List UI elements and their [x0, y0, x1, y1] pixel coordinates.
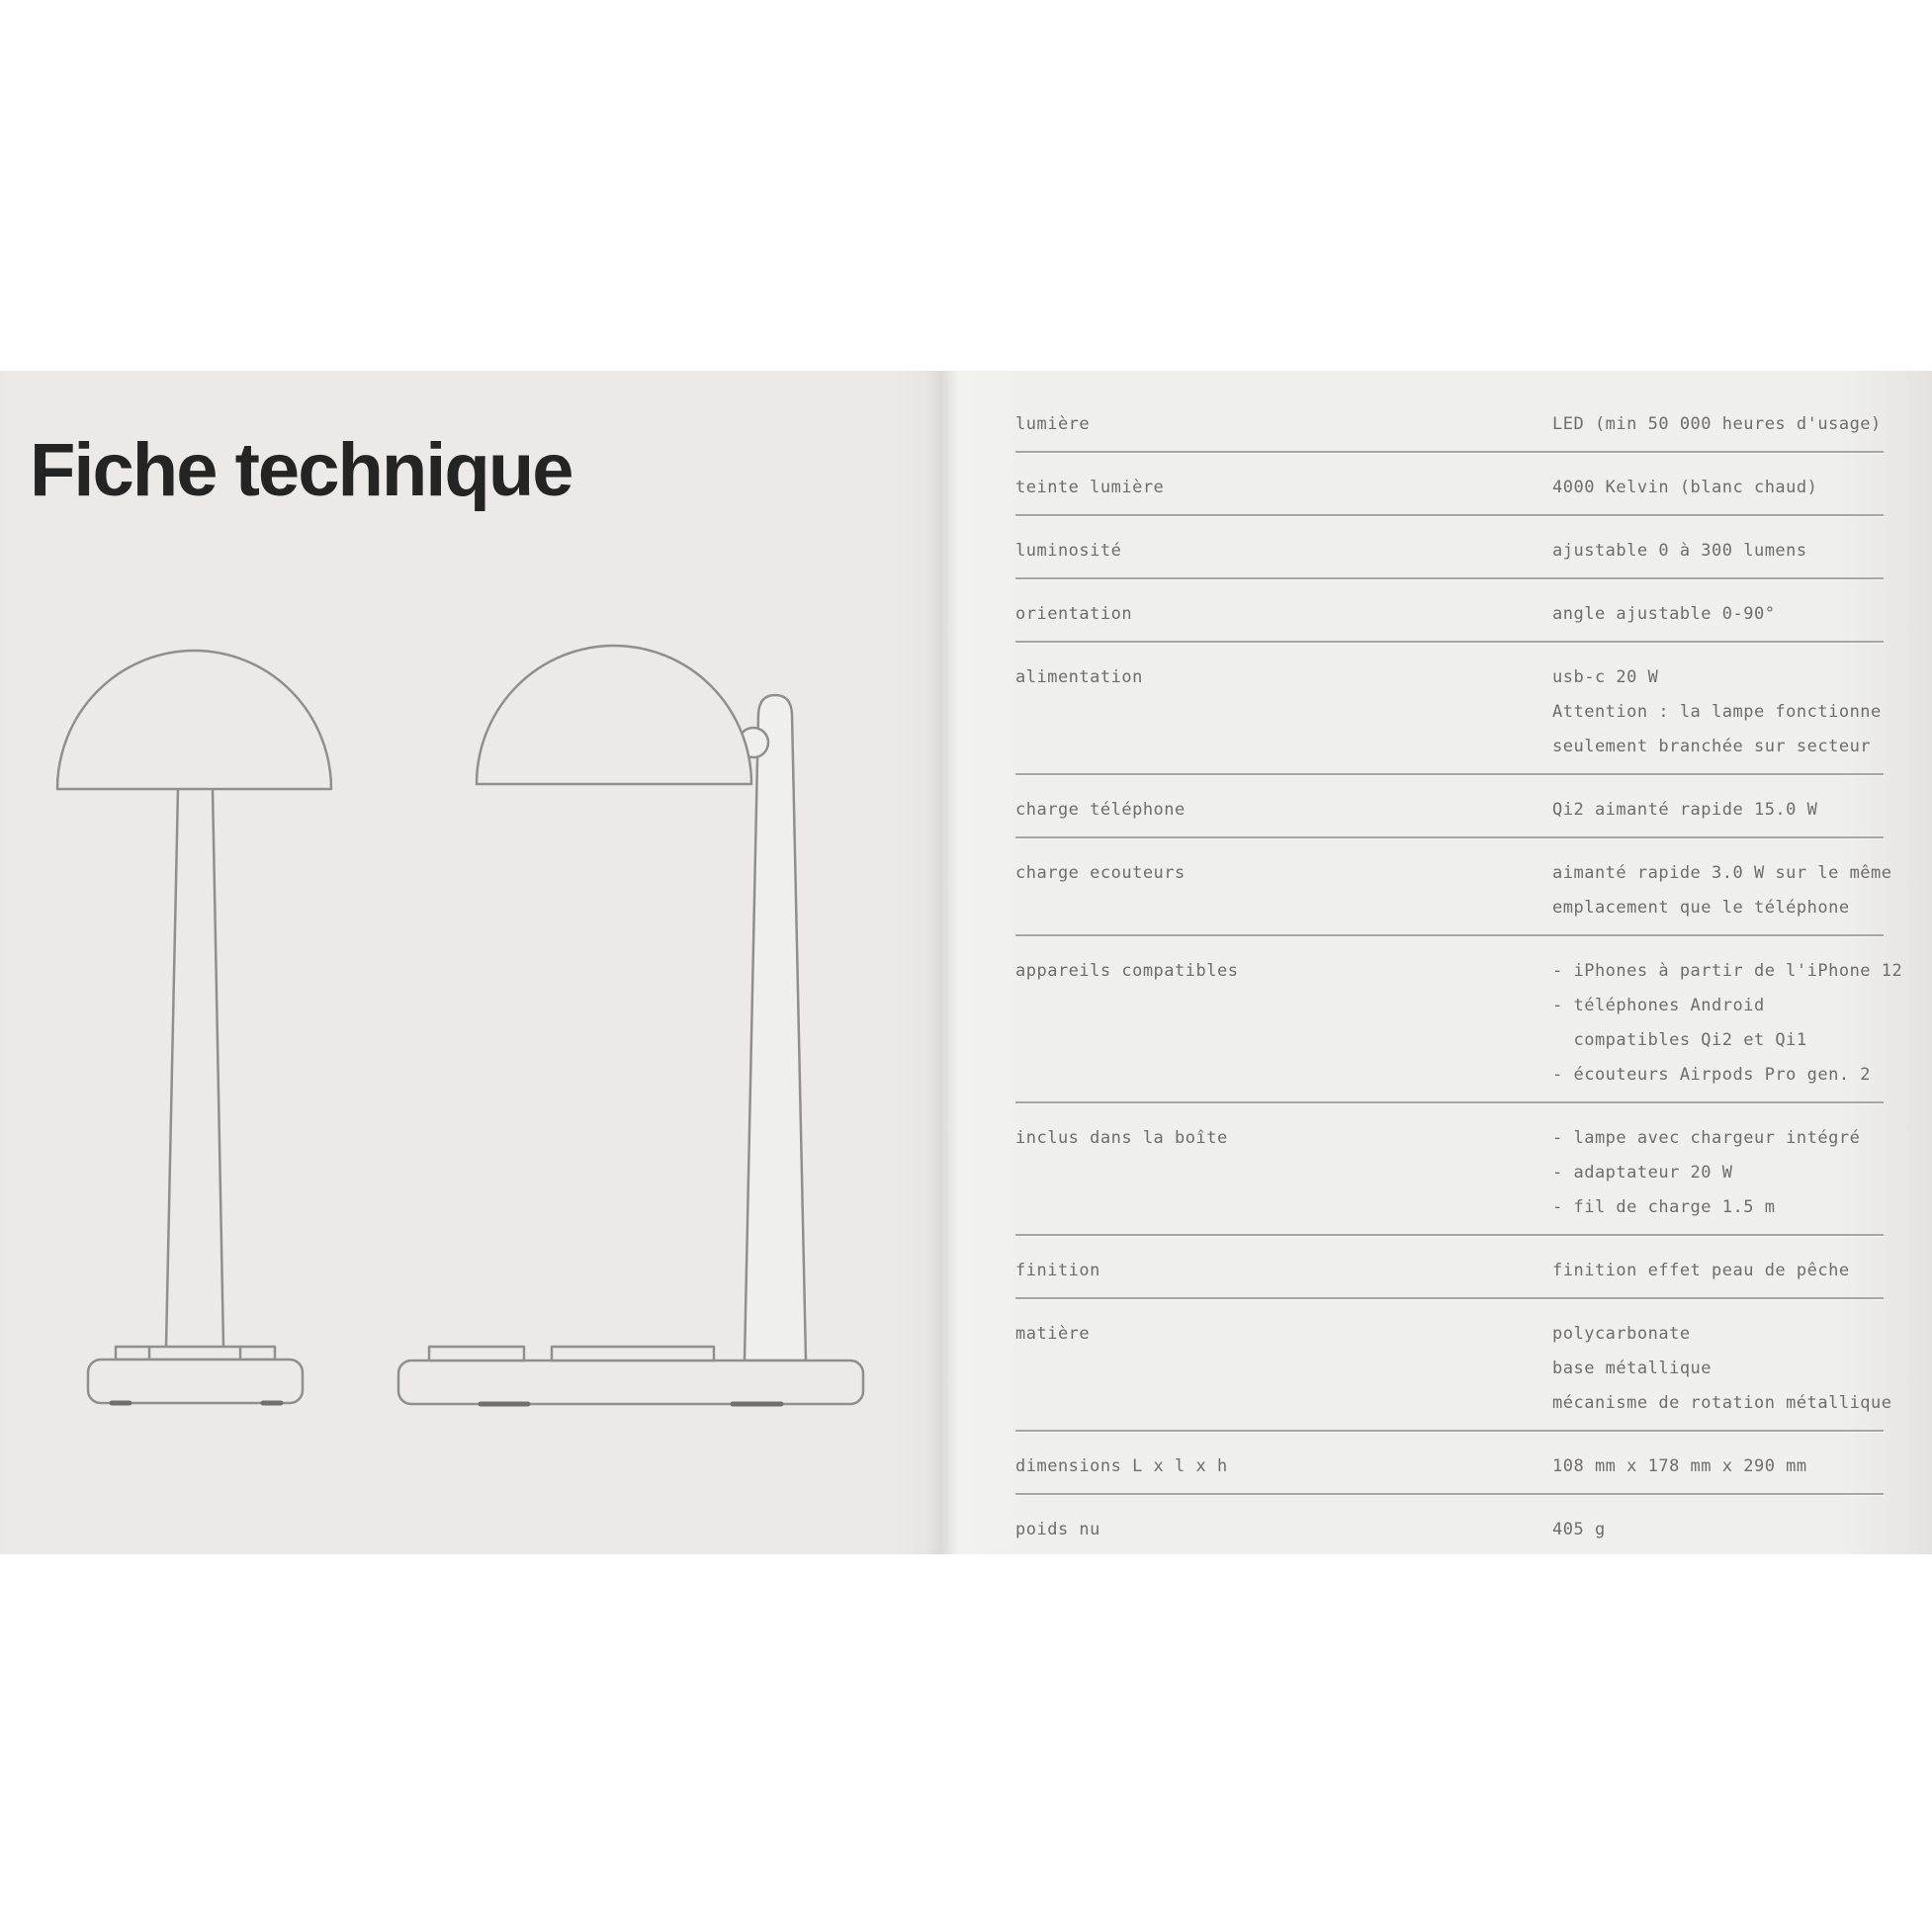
- spec-value-line: usb-c 20 W: [1552, 667, 1659, 687]
- spec-label: alimentation: [1015, 667, 1143, 687]
- spec-value-line: seulement branchée sur secteur: [1552, 737, 1872, 756]
- spec-values: [1552, 856, 1892, 925]
- spec-row: [1015, 1495, 1884, 1556]
- spec-value-line: aimanté rapide 3.0 W sur le même: [1552, 863, 1892, 883]
- spec-value-line: compatibles Qi2 et Qi1: [1552, 1030, 1807, 1050]
- spec-table: [1015, 390, 1903, 1556]
- spec-values: [1552, 1513, 1884, 1547]
- spec-value-line: mécanisme de rotation métallique: [1552, 1393, 1892, 1413]
- spec-label: lumière: [1015, 414, 1091, 434]
- spec-value-line: - lampe avec chargeur intégré: [1552, 1128, 1861, 1148]
- lamp-front-view: [57, 651, 331, 1403]
- spec-values: [1552, 1254, 1884, 1288]
- spec-label: inclus dans la boîte: [1015, 1128, 1228, 1148]
- lamp-side-view: [398, 646, 863, 1404]
- side-dome: [477, 646, 751, 784]
- spec-values: [1552, 534, 1884, 569]
- spec-value-line: - téléphones Android: [1552, 996, 1765, 1015]
- spec-values: [1552, 1449, 1884, 1484]
- spec-row: [1015, 1103, 1884, 1236]
- spec-value-line: base métallique: [1552, 1359, 1712, 1378]
- spec-row: [1015, 1299, 1892, 1432]
- side-arm: [745, 695, 806, 1361]
- spec-label: luminosité: [1015, 541, 1122, 561]
- spec-value-line: 4000 Kelvin (blanc chaud): [1552, 478, 1818, 497]
- spec-value-line: 108 mm x 178 mm x 290 mm: [1552, 1456, 1807, 1476]
- side-charging-pad-large: [552, 1347, 714, 1361]
- spec-values: [1552, 1317, 1892, 1421]
- spec-label: appareils compatibles: [1015, 961, 1239, 981]
- spec-label: charge ecouteurs: [1015, 863, 1186, 883]
- spec-value-line: - fil de charge 1.5 m: [1552, 1197, 1776, 1217]
- spec-value-line: Attention : la lampe fonctionne: [1552, 702, 1882, 722]
- spec-label: dimensions L x l x h: [1015, 1456, 1228, 1476]
- spec-values: [1552, 954, 1902, 1093]
- front-stem: [166, 789, 223, 1347]
- spec-values: [1552, 793, 1884, 828]
- front-collar: [116, 1347, 275, 1360]
- spec-value-line: - adaptateur 20 W: [1552, 1163, 1733, 1183]
- spec-label: matière: [1015, 1324, 1091, 1344]
- spec-row: [1015, 579, 1884, 643]
- side-charging-pad-small: [429, 1347, 524, 1361]
- spec-value-line: finition effet peau de pêche: [1552, 1261, 1850, 1280]
- spec-values: [1552, 471, 1884, 505]
- spec-label: orientation: [1015, 604, 1133, 624]
- spec-value-line: LED (min 50 000 heures d'usage): [1552, 414, 1882, 434]
- spec-row: [1015, 1236, 1884, 1299]
- page-title: Fiche technique: [30, 427, 572, 512]
- spec-label: teinte lumière: [1015, 478, 1165, 497]
- spec-label: poids nu: [1015, 1520, 1100, 1539]
- spec-row: [1015, 643, 1884, 775]
- spec-value-line: Qi2 aimanté rapide 15.0 W: [1552, 800, 1818, 820]
- spec-value-line: polycarbonate: [1552, 1324, 1691, 1344]
- spec-value-line: 405 g: [1552, 1520, 1606, 1539]
- spec-row: [1015, 453, 1884, 516]
- side-base: [398, 1361, 863, 1404]
- spec-row: [1015, 390, 1884, 453]
- spec-row: [1015, 516, 1884, 579]
- spec-value-line: angle ajustable 0-90°: [1552, 604, 1776, 624]
- front-dome: [57, 651, 331, 789]
- spec-value-line: - iPhones à partir de l'iPhone 12: [1552, 961, 1903, 981]
- front-base: [88, 1360, 303, 1403]
- spec-row: [1015, 1432, 1884, 1495]
- spec-values: [1552, 597, 1884, 632]
- spec-row: [1015, 775, 1884, 838]
- spec-values: [1552, 660, 1884, 764]
- spec-value-line: ajustable 0 à 300 lumens: [1552, 541, 1807, 561]
- spec-values: [1552, 1121, 1884, 1225]
- spec-row: [1015, 838, 1892, 936]
- spec-label: finition: [1015, 1261, 1100, 1280]
- spec-value-line: emplacement que le téléphone: [1552, 898, 1850, 918]
- spec-label: charge téléphone: [1015, 800, 1186, 820]
- spec-row: [1015, 936, 1903, 1103]
- spec-value-line: - écouteurs Airpods Pro gen. 2: [1552, 1065, 1872, 1085]
- spec-values: [1552, 407, 1884, 442]
- lamp-technical-drawing: [0, 371, 949, 1554]
